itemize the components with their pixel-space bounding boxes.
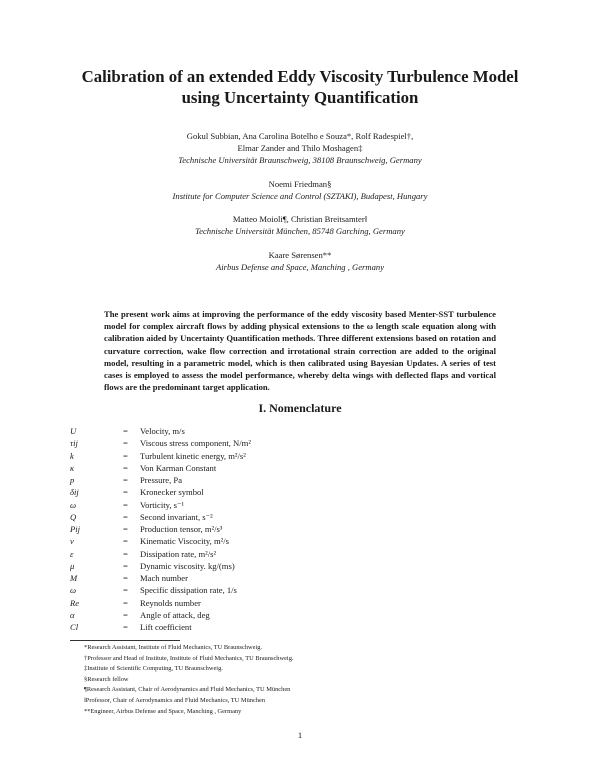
nomenclature-row [70, 523, 470, 535]
nomenclature-row [70, 425, 470, 437]
footnote: ‡Institute of Scientific Computing, TU Braunschweig. [84, 665, 223, 673]
author-block-1 [100, 130, 500, 166]
nomenclature-row [70, 597, 470, 609]
nomenclature-symbol: μ [70, 560, 75, 571]
title-line-1: Calibration of an extended Eddy Viscosity Turbulence Model [81, 67, 519, 86]
nomenclature-symbol: Re [70, 597, 80, 608]
nomenclature-symbol: ε [70, 548, 74, 559]
nomenclature-desc: Reynolds number [140, 597, 201, 608]
nomenclature-row [70, 584, 470, 596]
nomenclature-eq: = [123, 622, 128, 632]
footnotes [84, 643, 524, 717]
nomenclature-symbol: M [70, 573, 78, 583]
footnote: ¶Research Assistant, Chair of Aerodynamics and Fluid Mechanics, TU München [84, 686, 291, 694]
footnote: †Professor and Head of Institute, Institute of Fluid Mechanics, TU Braunschweig. [84, 654, 294, 662]
nomenclature-eq: = [123, 536, 128, 547]
nomenclature-desc: Mach number [140, 573, 188, 583]
nomenclature-symbol: U [70, 426, 77, 436]
page-number: 1 [297, 730, 303, 740]
nomenclature-symbol: α [70, 609, 75, 620]
affiliation-4: Airbus Defense and Space, Manching , Germany [215, 262, 385, 272]
footnote: §Research fellow [84, 675, 129, 683]
nomenclature-row [70, 462, 470, 474]
author-names-1b: Elmar Zander and Thilo Moshagen‡ [237, 143, 363, 153]
abstract: The present work aims at improving the performance of the eddy viscosity based Menter-SST turbulence model for complex aircraft flows by adding physical extensions to the ω length scale equation along with calibration aided by Uncertainty Quantification methods. Three different extensions based on rotation and curvature correction, wake flow correction and irrotational strain correction are added to the original model, resulting in a parametric model, which is then calibrated using Bayesian Updates. A series of test cases is employed to assess the model performance, whereby delta wings with deflected flaps and vortical flows are the predominant target application. [104, 309, 496, 393]
nomenclature-row [70, 450, 470, 462]
author-block-2 [100, 178, 500, 202]
nomenclature-eq: = [123, 585, 128, 596]
nomenclature-desc: Vorticity, s⁻¹ [140, 499, 185, 510]
footnote-rule [70, 640, 180, 641]
nomenclature-eq: = [123, 524, 128, 534]
nomenclature-eq: = [123, 475, 128, 485]
nomenclature-desc: Kinematic Viscocity, m²/s [140, 536, 229, 547]
nomenclature-desc: Kronecker symbol [140, 487, 204, 498]
affiliation-1: Technische Universität Braunschweig, 38108 Braunschweig, Germany [178, 155, 422, 165]
nomenclature-symbol: Pij [70, 524, 81, 534]
author-block-3 [100, 213, 500, 237]
nomenclature-desc: Angle of attack, deg [140, 609, 210, 620]
nomenclature-eq: = [123, 438, 128, 449]
nomenclature-row [70, 535, 470, 547]
nomenclature-symbol: Q [70, 511, 77, 522]
nomenclature-desc: Pressure, Pa [140, 475, 183, 485]
nomenclature-desc: Specific dissipation rate, 1/s [140, 585, 237, 596]
nomenclature-desc: Velocity, m/s [140, 426, 185, 436]
author-names-2: Noemi Friedman§ [268, 179, 332, 189]
nomenclature-list [70, 425, 470, 633]
affiliation-3: Technische Universität München, 85748 Garching, Germany [195, 226, 405, 236]
nomenclature-eq: = [123, 462, 128, 473]
nomenclature-desc: Von Karman Constant [140, 462, 217, 473]
nomenclature-row [70, 437, 470, 449]
author-names-3: Matteo Moioli¶, Christian Breitsamter‖ [232, 214, 368, 224]
nomenclature-symbol: ω [70, 585, 77, 596]
nomenclature-symbol: ω [70, 499, 77, 510]
footnote: ‖Professor, Chair of Aerodynamics and Fluid Mechanics, TU München [84, 696, 266, 704]
nomenclature-row [70, 474, 470, 486]
nomenclature-eq: = [123, 609, 128, 620]
nomenclature-desc: Dynamic viscosity. kg/(ms) [140, 560, 235, 571]
nomenclature-desc: Viscous stress component, N/m² [140, 438, 251, 449]
nomenclature-symbol: τij [70, 438, 78, 449]
nomenclature-row [70, 486, 470, 498]
footnote: **Engineer, Airbus Defense and Space, Manching , Germany [84, 707, 242, 715]
nomenclature-eq: = [123, 548, 128, 559]
nomenclature-eq: = [123, 573, 128, 583]
nomenclature-desc: Dissipation rate, m²/s² [140, 548, 217, 559]
author-block-4 [100, 249, 500, 273]
nomenclature-eq: = [123, 560, 128, 571]
footnote: *Research Assistant, Institute of Fluid Mechanics, TU Braunschweig. [84, 644, 263, 651]
nomenclature-row [70, 560, 470, 572]
nomenclature-row [70, 621, 470, 633]
nomenclature-symbol: k [70, 450, 74, 461]
nomenclature-eq: = [123, 511, 128, 522]
nomenclature-eq: = [123, 499, 128, 510]
nomenclature-eq: = [123, 487, 128, 498]
nomenclature-desc: Turbulent kinetic energy, m²/s² [140, 450, 246, 461]
nomenclature-desc: Second invariant, s⁻² [140, 511, 213, 522]
nomenclature-eq: = [123, 450, 128, 461]
nomenclature-eq: = [123, 426, 128, 436]
nomenclature-row [70, 511, 470, 523]
author-names-1a: Gokul Subbian, Ana Carolina Botelho e Souza*, Rolf Radespiel†, [186, 131, 414, 141]
nomenclature-row [70, 609, 470, 621]
title-line-2: using Uncertainty Quantification [181, 88, 419, 107]
nomenclature-eq: = [123, 597, 128, 608]
nomenclature-row [70, 548, 470, 560]
nomenclature-desc: Production tensor, m²/s³ [140, 524, 223, 534]
paper-title [60, 66, 540, 108]
author-names-4: Kaare Sørensen** [268, 250, 332, 260]
nomenclature-symbol: ν [70, 536, 74, 547]
nomenclature-row [70, 572, 470, 584]
nomenclature-symbol: p [70, 475, 75, 485]
nomenclature-symbol: δij [70, 487, 79, 498]
nomenclature-desc: Lift coefficient [140, 622, 192, 632]
nomenclature-symbol: κ [70, 462, 75, 473]
nomenclature-symbol: Cl [70, 622, 79, 632]
section-heading: I. Nomenclature [258, 401, 342, 415]
nomenclature-row [70, 499, 470, 511]
affiliation-2: Institute for Computer Science and Control (SZTAKI), Budapest, Hungary [172, 191, 428, 201]
